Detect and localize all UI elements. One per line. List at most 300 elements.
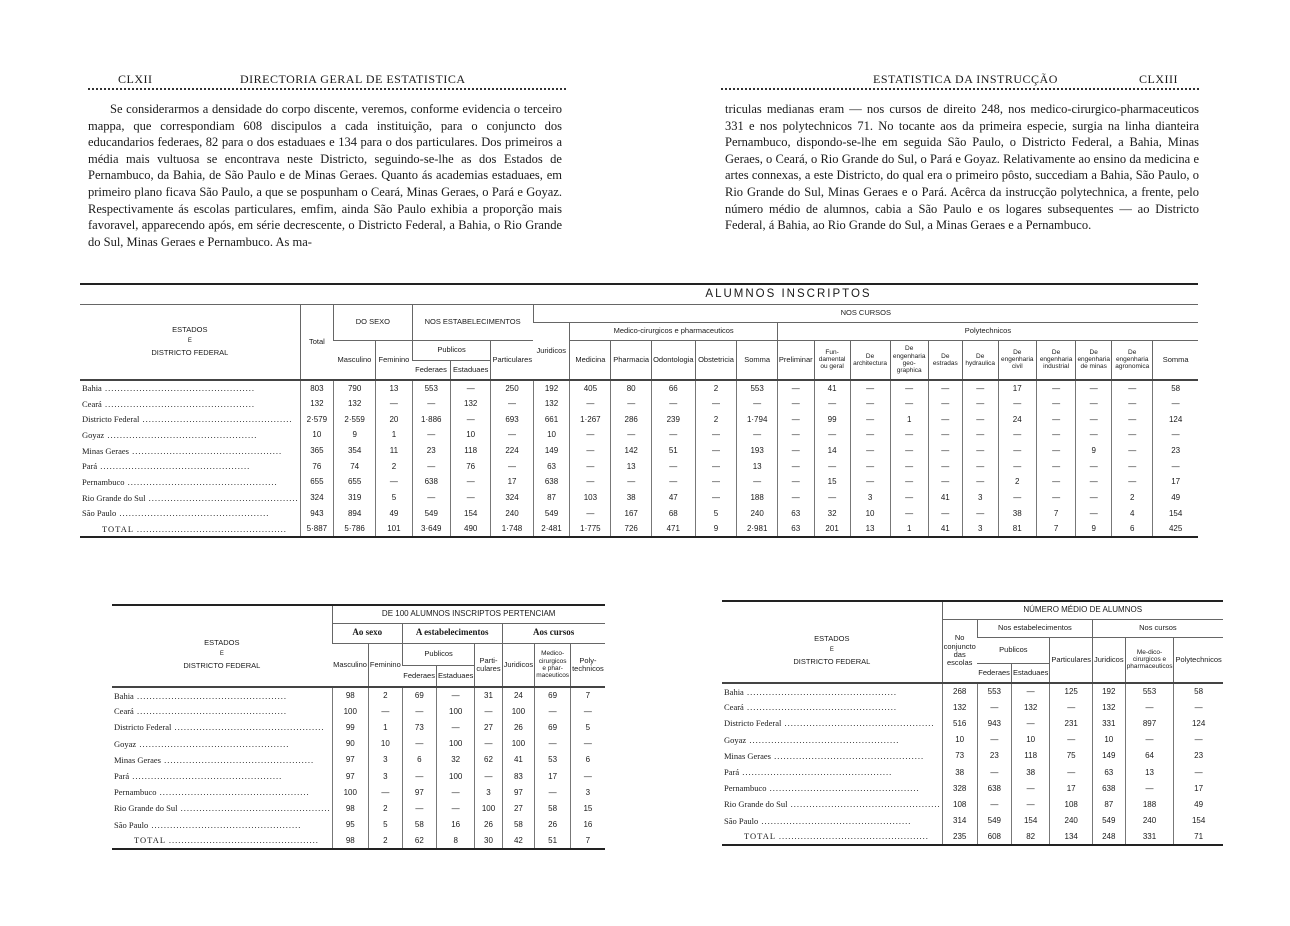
table-cell: 63 [777,521,814,537]
table-cell: — [450,411,491,427]
table-cell: 118 [1011,748,1049,764]
table-cell: 240 [1050,813,1093,829]
left-body-text [88,101,562,250]
table-cell: 132 [450,396,491,412]
table-cell: — [977,699,1011,715]
table-row [80,521,1198,537]
table1-title: ALUMNOS INSCRIPTOS [80,284,1198,304]
row-total-label: TOTAL ..... [722,829,942,845]
table-cell: — [1174,732,1223,748]
table-cell: — [436,784,474,800]
table1-header-medgroup: Medico-cirurgicos e pharmaceuticos [570,322,777,340]
table-cell: 11 [376,443,412,459]
table-cell: 1 [890,411,928,427]
table3-header-estab: Nos estabelecimentos [977,619,1092,637]
table-cell: 693 [491,411,533,427]
table-cell: 897 [1125,715,1174,731]
table-cell: 553 [977,683,1011,699]
table-cell: 80 [611,380,652,396]
table-cell: 549 [977,813,1011,829]
table-cell: — [850,443,890,459]
table2-header-medico: Medico-cirurgicos e phar-maceuticos [535,643,571,687]
table-cell: — [570,474,611,490]
table2-header-federaes: Federaes [402,665,436,687]
table3-grid [722,600,1223,846]
table-cell: — [1036,396,1075,412]
table-cell: — [850,380,890,396]
table-cell: 69 [402,687,436,703]
table-row [722,715,1223,731]
table-cell: 405 [570,380,611,396]
table-cell: — [652,458,695,474]
row-total-label: TOTAL ..... [112,833,332,849]
table-cell: — [402,703,436,719]
table1-header-somma: Somma [737,340,777,380]
table-alumnos-inscriptos [80,283,1198,538]
table-cell: 73 [402,719,436,735]
table-cell: 100 [502,703,535,719]
table-cell: — [1125,699,1174,715]
table-cell: 5 [571,719,605,735]
table-cell: — [695,474,737,490]
row-state-name: Rio Grande do Sul ..... [112,800,332,816]
table-cell: 38 [611,490,652,506]
table-cell: 3·649 [412,521,450,537]
table-cell: 82 [1011,829,1049,845]
table-cell: — [652,427,695,443]
table-cell: — [998,427,1036,443]
table-cell: — [998,396,1036,412]
row-state-name: Bahia ..... [722,683,942,699]
table-cell: — [402,768,436,784]
table-cell: 142 [611,443,652,459]
table-cell: — [998,490,1036,506]
table-cell: 239 [652,411,695,427]
table-cell: 58 [402,817,436,833]
table-cell: 149 [1093,748,1126,764]
table-cell: 193 [737,443,777,459]
table-row [80,396,1198,412]
table2-states-line1: ESTADOS [204,637,240,647]
table-cell: — [491,458,533,474]
table-cell: — [1153,427,1198,443]
row-state-name: Goyaz ..... [80,427,300,443]
right-paragraph: triculas medianas eram — nos cursos de direito 248, nos medico-cirurgico-pharmaceuticos 331 e nos polytechnicos 71. No tocante aos da primeira especie, surgia na linha dianteira Pernambuco, dispondo-se-lhe em seguida São Paulo, o Districto Federal, a Bahia, Minas Geraes, o Ceará, o Rio Grande do Sul, o Pará e Goyaz. Relativamente ao ensino da medicina e artes connexas, a este Districto, do qual era o primeiro pôsto, succediam a Bahia, São Paulo, o Rio Grande do Sul, Minas Geraes e o Pará. Acêrca da instrucção polytechnica, a frente, pelo número médio de alumnos, cabia a São Paulo e os logares subsequentes — ao Districto Federal, á Bahia, ao Rio Grande do Sul, a Minas Geraes e a Pernambuco. [725,102,1199,233]
table-cell: 134 [1050,829,1093,845]
table2-header-masc: Masculino [332,643,368,687]
table-cell: 17 [491,474,533,490]
table-cell: 8 [436,833,474,849]
table-cell: — [890,396,928,412]
table1-header-estradas: De estradas [928,340,962,380]
table-cell: 62 [402,833,436,849]
table-cell: — [814,490,850,506]
table-cell: 3 [368,768,402,784]
table-cell: — [737,396,777,412]
table-cell: — [535,784,571,800]
table-cell: — [1050,732,1093,748]
table-cell: — [928,506,962,522]
table1-header-agronomica: De engenharia agronomica [1112,340,1153,380]
table-cell: — [777,458,814,474]
table-cell: — [695,490,737,506]
table-cell: — [928,396,962,412]
table-cell: 167 [611,506,652,522]
table-cell: 23 [1174,748,1223,764]
table2-header-estaduaes: Estaduaes [436,665,474,687]
table-cell: — [412,490,450,506]
table1-states-line2: E [187,338,192,345]
row-state-name: Pará ..... [112,768,332,784]
table-cell: — [402,800,436,816]
table2-header-poly: Poly-technicos [571,643,605,687]
table2-header-publicos: Publicos [402,643,475,665]
table-cell: 13 [1125,764,1174,780]
table2-header-states [112,623,332,687]
table-cell: — [814,427,850,443]
table1-states-line1: ESTADOS [172,325,208,335]
table-row [112,719,605,735]
table-cell: 101 [376,521,412,537]
table2-states-line2: E [219,651,224,658]
table-cell: — [890,474,928,490]
table-cell: 1 [890,521,928,537]
table-cell: — [962,411,998,427]
table-cell: 10 [450,427,491,443]
table-cell: 118 [450,443,491,459]
row-state-name: Rio Grande do Sul ..... [722,796,942,812]
table-cell: 76 [450,458,491,474]
table1-header-civil: De engenharia civil [998,340,1036,380]
table-cell: 49 [376,506,412,522]
table-cell: — [1153,458,1198,474]
table-cell: — [1036,474,1075,490]
table-cell: — [814,458,850,474]
table-cell: — [890,443,928,459]
row-state-name: Minas Geraes ..... [722,748,942,764]
table-cell: 661 [533,411,570,427]
table-cell: — [977,732,1011,748]
row-state-name: Pernambuco ..... [722,780,942,796]
table-cell: — [571,768,605,784]
table-cell: 324 [300,490,333,506]
table-cell: — [402,736,436,752]
table-row [80,458,1198,474]
table-cell: 98 [332,833,368,849]
row-total-label: TOTAL ..... [80,521,300,537]
table-cell: — [890,458,928,474]
table-row [722,796,1223,812]
row-state-name: Minas Geraes ..... [80,443,300,459]
table-cell: — [814,396,850,412]
row-state-name: Ceará ..... [112,703,332,719]
table-cell: — [777,380,814,396]
table-cell: 3 [475,784,502,800]
table-cell: 58 [1174,683,1223,699]
table-cell: 30 [475,833,502,849]
table1-states-line3: DISTRICTO FEDERAL [151,348,229,358]
table2-header-cursos: Aos cursos [502,623,605,643]
table-cell: 75 [1050,748,1093,764]
table-cell: — [1036,411,1075,427]
table-cell: 24 [998,411,1036,427]
row-state-name: Pernambuco ..... [80,474,300,490]
table-cell: — [376,396,412,412]
table-cell: 188 [737,490,777,506]
table-cell: 98 [332,687,368,703]
table-cell: 154 [1011,813,1049,829]
table1-header-juridicos: Juridicos [533,322,570,380]
table-row [112,687,605,703]
table-cell: — [535,703,571,719]
table-cell: 38 [942,764,977,780]
table1-header-estab: NOS ESTABELECIMENTOS [412,304,533,340]
table1-header-particulares: Particulares [491,340,533,380]
table-cell: 5·786 [334,521,376,537]
table-cell: — [436,800,474,816]
table1-body [80,380,1198,537]
table-cell: 9 [334,427,376,443]
table1-header-sexo: DO SEXO [334,304,413,340]
table-cell: — [1076,396,1112,412]
table3-states-line2: E [829,647,834,654]
table-row [112,752,605,768]
table-cell: — [1011,796,1049,812]
table-cell: 100 [502,736,535,752]
table-cell: 331 [1125,829,1174,845]
table-cell: 132 [1011,699,1049,715]
table-cell: 73 [942,748,977,764]
table-cell: 726 [611,521,652,537]
table-cell: 69 [535,719,571,735]
table-cell: 314 [942,813,977,829]
table-cell: — [928,411,962,427]
table-cell: — [570,506,611,522]
table-cell: 2·579 [300,411,333,427]
table-cell: — [962,380,998,396]
table-cell: — [737,427,777,443]
row-state-name: Pará ..... [722,764,942,780]
table-cell: — [737,474,777,490]
table-cell: 7 [1036,506,1075,522]
table1-header-total: Total [300,304,333,380]
table1-header-hydraulica: De hydraulica [962,340,998,380]
table-cell: — [850,458,890,474]
table-cell: 13 [737,458,777,474]
table-cell: 23 [977,748,1011,764]
table3-header-particulares: Particulares [1050,637,1093,683]
row-state-name: São Paulo ..... [722,813,942,829]
table1-header-masc: Masculino [334,340,376,380]
table-cell: 549 [412,506,450,522]
table-cell: 31 [475,687,502,703]
table-cell: 42 [502,833,535,849]
table-cell: 638 [977,780,1011,796]
table-cell: 76 [300,458,333,474]
table-cell: 6 [402,752,436,768]
row-state-name: Districto Federal ..... [80,411,300,427]
right-page-number: CLXIII [1139,72,1178,86]
table-cell: 331 [1093,715,1126,731]
table-cell: — [1125,780,1174,796]
row-state-name: Pará ..... [80,458,300,474]
table-cell: — [1174,699,1223,715]
right-running-head [721,72,1199,90]
table-row [722,780,1223,796]
table-cell: 2 [376,458,412,474]
right-body-text [725,101,1199,234]
table-cell: 4 [1112,506,1153,522]
table-cell: — [491,396,533,412]
table-cell: — [890,506,928,522]
table-cell: 553 [737,380,777,396]
table-cell: 188 [1125,796,1174,812]
table-cell: 638 [533,474,570,490]
table-row [112,800,605,816]
table-cell: 240 [491,506,533,522]
table-cell: 132 [1093,699,1126,715]
table-cell: 87 [533,490,570,506]
table-row [80,443,1198,459]
table-row [722,813,1223,829]
table1-header-somma2: Somma [1153,340,1198,380]
table-cell: 16 [436,817,474,833]
table-cell: 943 [977,715,1011,731]
table-cell: 17 [1153,474,1198,490]
table-cell: — [850,427,890,443]
table-cell: 425 [1153,521,1198,537]
table-cell: 2 [368,833,402,849]
table-row [80,474,1198,490]
table-cell: 97 [402,784,436,800]
table-cell: 51 [652,443,695,459]
table-cell: — [1112,411,1153,427]
table-cell: 16 [571,817,605,833]
table-cell: — [890,490,928,506]
table-cell: 192 [533,380,570,396]
table-cell: 132 [533,396,570,412]
table-cell: 10 [533,427,570,443]
table-cell: 7 [571,687,605,703]
table1-header-preliminar: Preliminar [777,340,814,380]
table-cell: — [1112,458,1153,474]
table-cell: 250 [491,380,533,396]
table-cell: — [962,506,998,522]
table-cell: — [1076,474,1112,490]
table-cell: 154 [1174,813,1223,829]
table-cell: — [962,474,998,490]
table-cell: — [436,719,474,735]
table-cell: — [491,427,533,443]
table1-header-federaes: Federaes [412,360,450,380]
table-cell: — [850,474,890,490]
table-cell: — [1112,396,1153,412]
table-cell: — [1153,396,1198,412]
table-cell: 2·559 [334,411,376,427]
table-cell: 24 [502,687,535,703]
table3-header-poly: Polytechnicos [1174,637,1223,683]
table-cell: 10 [942,732,977,748]
table1-grid [80,283,1198,538]
table-cell: — [977,764,1011,780]
table-row [80,490,1198,506]
table-cell: 1·775 [570,521,611,537]
table-cell: — [695,443,737,459]
table-cell: 81 [998,521,1036,537]
table1-header-fem: Feminino [376,340,412,380]
table-cell: — [652,396,695,412]
table2-grid [112,604,605,850]
table-row [722,683,1223,699]
table-cell: 9 [1076,521,1112,537]
table-cell: — [928,443,962,459]
table-cell: 17 [1050,780,1093,796]
table-cell: 27 [502,800,535,816]
table-cell: 608 [977,829,1011,845]
table-row [112,736,605,752]
table-cell: 324 [491,490,533,506]
table-cell: 14 [814,443,850,459]
table-cell: 63 [533,458,570,474]
table-cell: — [777,427,814,443]
table-cell: 108 [1050,796,1093,812]
table-cell: — [376,474,412,490]
table2-header-estab: A estabelecimentos [402,623,502,643]
table-cell: 32 [814,506,850,522]
table-cell: — [1011,715,1049,731]
table-cell: 58 [502,817,535,833]
table-cell: 71 [1174,829,1223,845]
table-cell: 20 [376,411,412,427]
table-cell: 549 [533,506,570,522]
row-state-name: Districto Federal ..... [722,715,942,731]
table1-header-cursos: NOS CURSOS [533,304,1198,322]
table1-header-architectura: De architectura [850,340,890,380]
table-cell: 231 [1050,715,1093,731]
table-cell: 99 [332,719,368,735]
row-state-name: Bahia ..... [112,687,332,703]
row-state-name: Pernambuco ..... [112,784,332,800]
table-cell: — [998,443,1036,459]
table-cell: 53 [535,752,571,768]
table-cell: — [368,703,402,719]
table1-header-geographica: De engenharia geo-graphica [890,340,928,380]
table-cell: — [652,474,695,490]
table-row [722,764,1223,780]
table-cell: 13 [376,380,412,396]
table-cell: 47 [652,490,695,506]
table-cell: 790 [334,380,376,396]
table-cell: 38 [1011,764,1049,780]
table-row [722,748,1223,764]
table-cell: — [368,784,402,800]
table-cell: — [695,458,737,474]
table-cell: — [850,396,890,412]
table-cell: 5 [368,817,402,833]
table-cell: 132 [942,699,977,715]
table-cell: — [928,380,962,396]
table2-states-line3: DISTRICTO FEDERAL [183,660,261,670]
table-cell: — [1050,764,1093,780]
table-cell: 319 [334,490,376,506]
table-cell: 26 [535,817,571,833]
table-cell: — [570,458,611,474]
table-cell: 63 [777,506,814,522]
table-cell: 2 [368,800,402,816]
table-cell: 124 [1153,411,1198,427]
row-state-name: Minas Geraes ..... [112,752,332,768]
table-cell: 100 [475,800,502,816]
